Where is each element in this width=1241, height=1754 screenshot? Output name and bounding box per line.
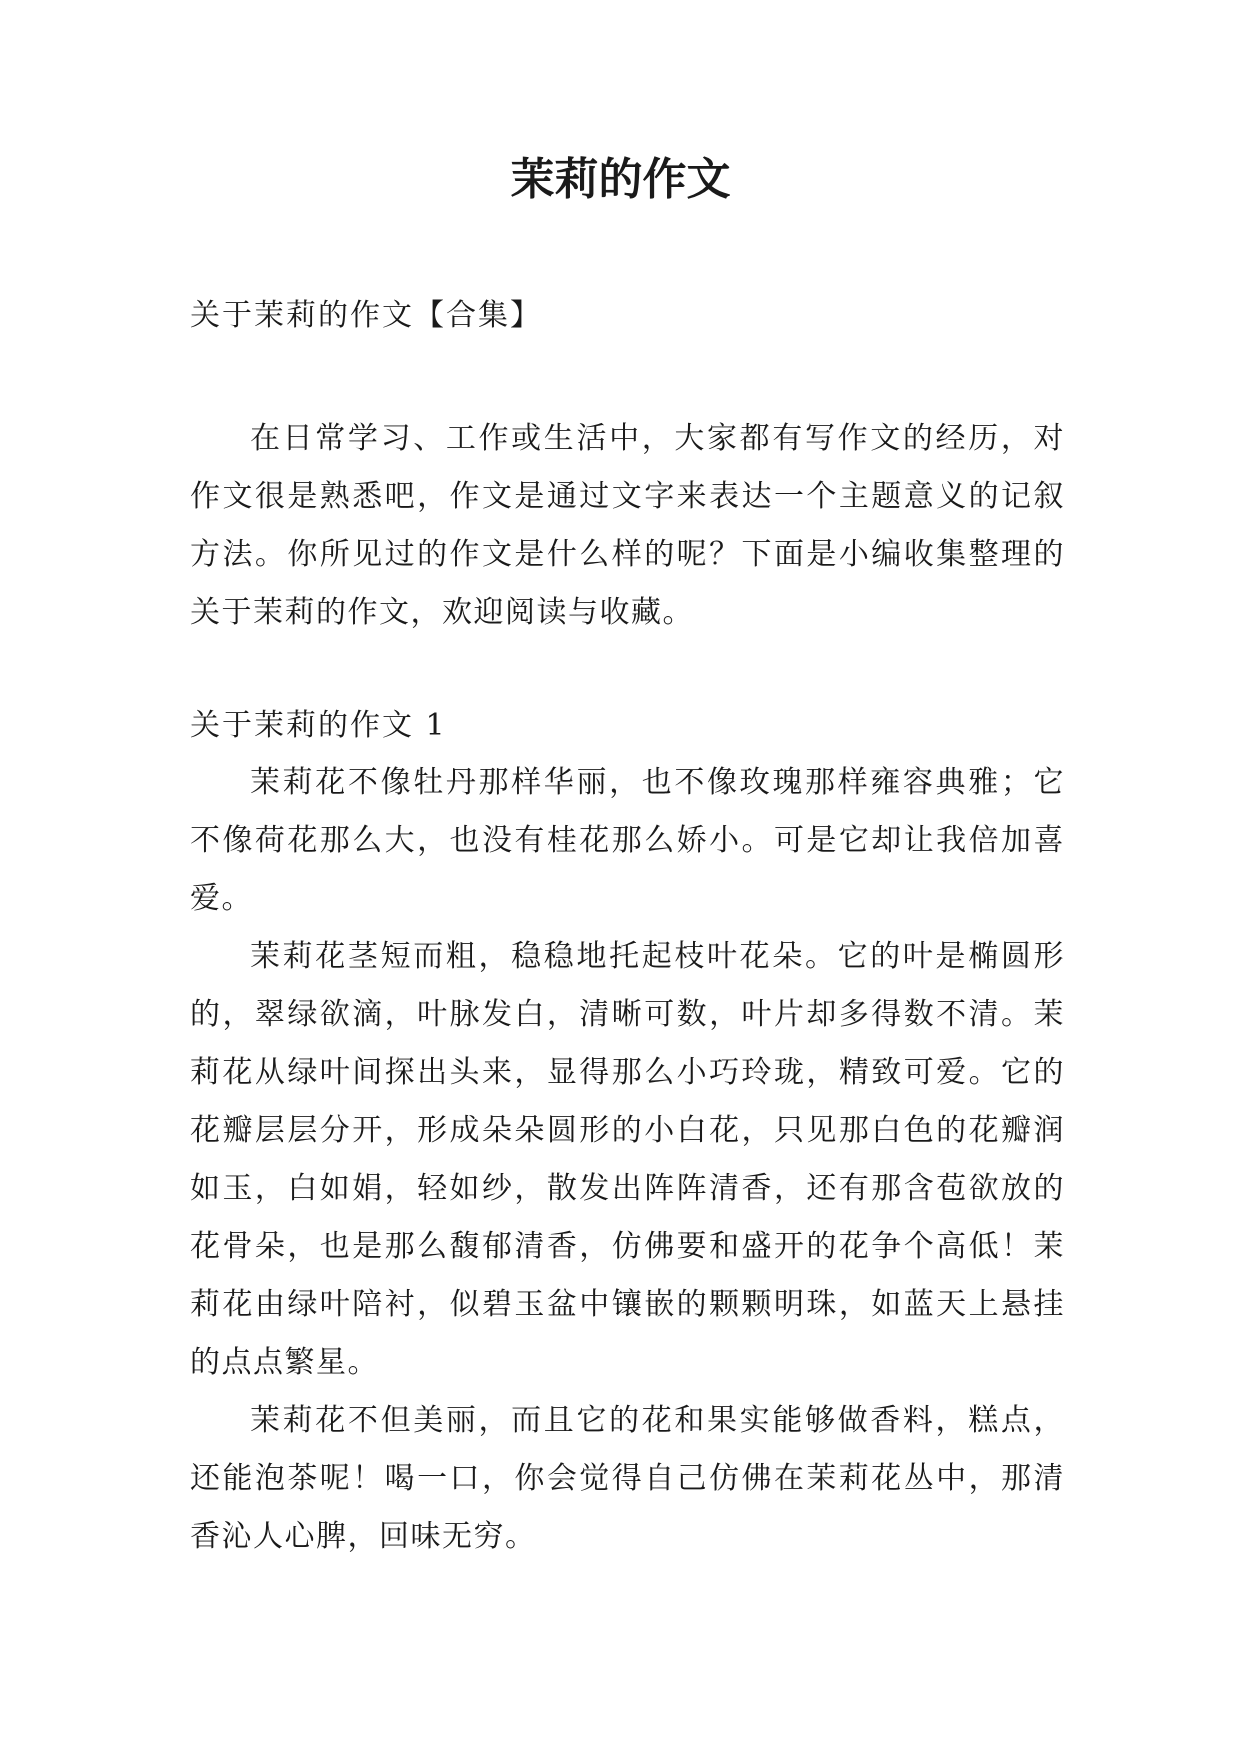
document-title: 茉莉的作文: [510, 154, 731, 205]
intro-paragraph: 在日常学习、工作或生活中，大家都有写作文的经历，对作文很是熟悉吧，作文是通过文字来表达一个主题意义的记叙方法。你所见过的作文是什么样的呢？下面是小编收集整理的关于茉莉的作文，欢迎阅读与收藏。: [190, 421, 1065, 630]
body-paragraph: 茉莉花不像牡丹那样华丽，也不像玫瑰那样雍容典雅；它不像荷花那么大，也没有桂花那么娇小。可是它却让我倍加喜爱。: [190, 765, 1065, 916]
document-subtitle: 关于茉莉的作文【合集】: [190, 298, 542, 333]
body-paragraph: 茉莉花茎短而粗，稳稳地托起枝叶花朵。它的叶是椭圆形的，翠绿欲滴，叶脉发白，清晰可数，叶片却多得数不清。茉莉花从绿叶间探出头来，显得那么小巧玲珑，精致可爱。它的花瓣层层分开，形成朵朵圆形的小白花，只见那白色的花瓣润如玉，白如娟，轻如纱，散发出阵阵清香，还有那含苞欲放的花骨朵，也是那么馥郁清香，仿佛要和盛开的花争个高低！茉莉花由绿叶陪衬，似碧玉盆中镶嵌的颗颗明珠，如蓝天上悬挂的点点繁星。: [190, 939, 1065, 1380]
body-paragraph: 茉莉花不但美丽，而且它的花和果实能够做香料，糕点，还能泡茶呢！喝一口，你会觉得自己仿佛在茉莉花丛中，那清香沁人心脾，回味无穷。: [190, 1403, 1065, 1554]
section-heading: 关于茉莉的作文 1: [190, 708, 447, 743]
